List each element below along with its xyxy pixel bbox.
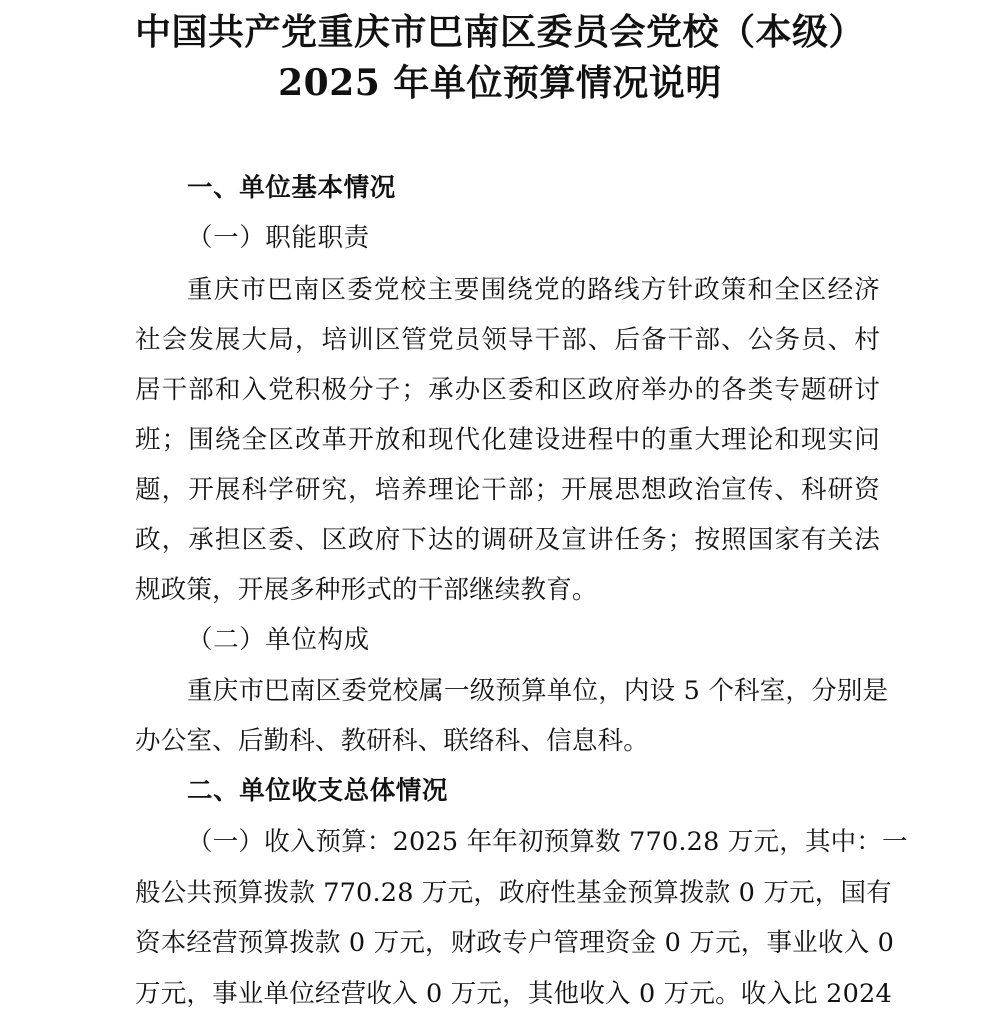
section-1-heading: 一、单位基本情况 bbox=[187, 173, 396, 203]
paragraph-line: 般公共预算拨款 770.28 万元，政府性基金预算拨款 0 万元，国有 bbox=[135, 878, 892, 908]
document-title-line-1: 中国共产党重庆市巴南区委员会党校（本级） bbox=[134, 11, 865, 53]
paragraph-line: 规政策，开展多种形式的干部继续教育。 bbox=[135, 575, 598, 605]
document-title-line-2: 2025 年单位预算情况说明 bbox=[278, 62, 722, 104]
subsection-1-heading: （一）职能职责 bbox=[187, 223, 370, 253]
paragraph-line: 题，开展科学研究，培养理论干部；开展思想政治宣传、科研资 bbox=[135, 475, 880, 505]
paragraph-line: 重庆市巴南区委党校属一级预算单位，内设 5 个科室，分别是 bbox=[187, 676, 889, 706]
paragraph-line: 资本经营预算拨款 0 万元，财政专户管理资金 0 万元，事业收入 0 bbox=[135, 928, 895, 958]
section-2-heading: 二、单位收支总体情况 bbox=[187, 776, 449, 806]
paragraph-line: 办公室、后勤科、教研科、联络科、信息科。 bbox=[135, 726, 650, 756]
paragraph-line: 居干部和入党积极分子；承办区委和区政府举办的各类专题研讨 bbox=[135, 375, 880, 405]
paragraph-line: 班；围绕全区改革开放和现代化建设进程中的重大理论和现实问 bbox=[135, 425, 880, 455]
paragraph-line: （一）收入预算：2025 年年初预算数 770.28 万元，其中：一 bbox=[187, 827, 908, 857]
paragraph-line: 重庆市巴南区委党校主要围绕党的路线方针政策和全区经济 bbox=[187, 275, 880, 305]
subsection-2-heading: （二）单位构成 bbox=[187, 625, 370, 655]
paragraph-line: 万元，事业单位经营收入 0 万元，其他收入 0 万元。收入比 2024 bbox=[135, 979, 892, 1009]
paragraph-line: 社会发展大局，培训区管党员领导干部、后备干部、公务员、村 bbox=[135, 325, 880, 355]
paragraph-line: 政，承担区委、区政府下达的调研及宣讲任务；按照国家有关法 bbox=[135, 525, 880, 555]
